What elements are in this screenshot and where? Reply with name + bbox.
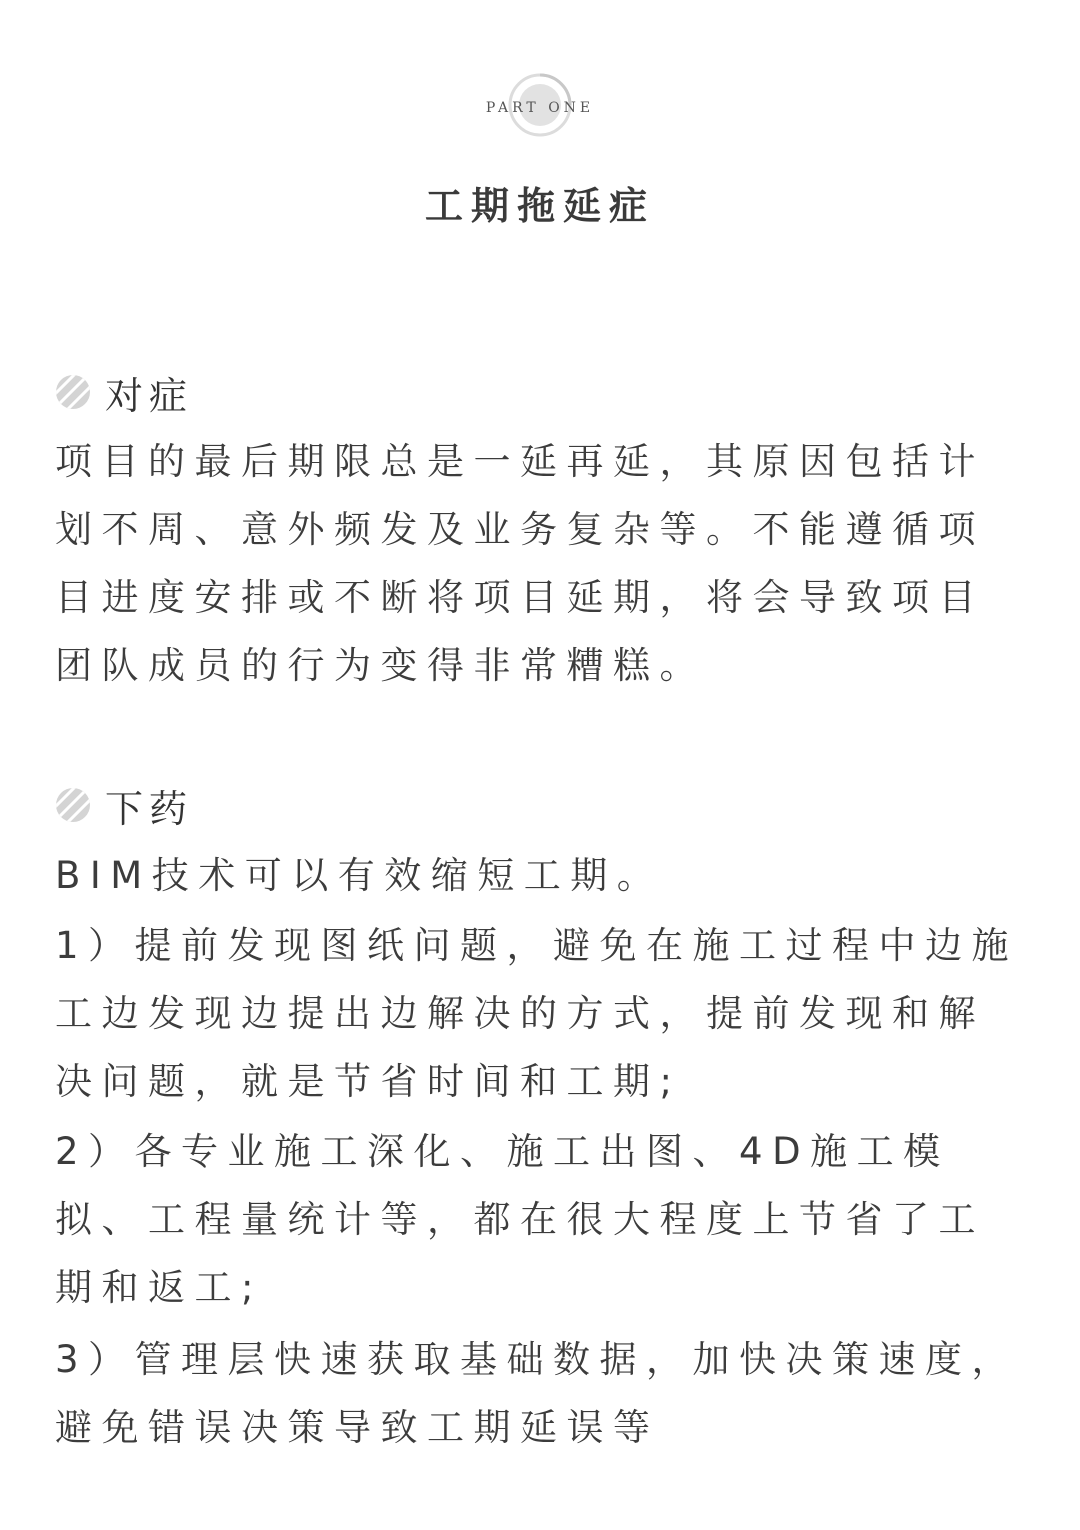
section-heading-label: 对症 [105,373,194,418]
paragraph: 2）各专业施工深化、施工出图、4D施工模拟、工程量统计等，都在很大程度上节省了工期和返工; [55,1130,985,1309]
part-label: PART ONE [485,100,595,116]
striped-circle-icon [55,787,91,823]
paragraph: BIM技术可以有效缩短工期。 [55,854,664,897]
section-heading-diagnosis [55,362,193,422]
paragraph: 项目的最后期限总是一延再延，其原因包括计划不周、意外频发及业务复杂等。不能遵循项目进度安排或不断将项目延期，将会导致项目团队成员的行为变得非常糟糕。 [55,440,985,687]
section-heading-prescription [55,775,193,835]
paragraph: 1）提前发现图纸问题，避免在施工过程中边施工边发现边提出边解决的方式，提前发现和解决问题，就是节省时间和工期; [55,924,1019,1103]
section-header [0,60,1080,240]
paragraph: 3）管理层快速获取基础数据，加快决策速度，避免错误决策导致工期延误等 [55,1338,1019,1449]
striped-circle-icon [55,374,91,410]
section-heading-label: 下药 [105,786,194,831]
page-title: 工期拖延症 [424,184,655,228]
